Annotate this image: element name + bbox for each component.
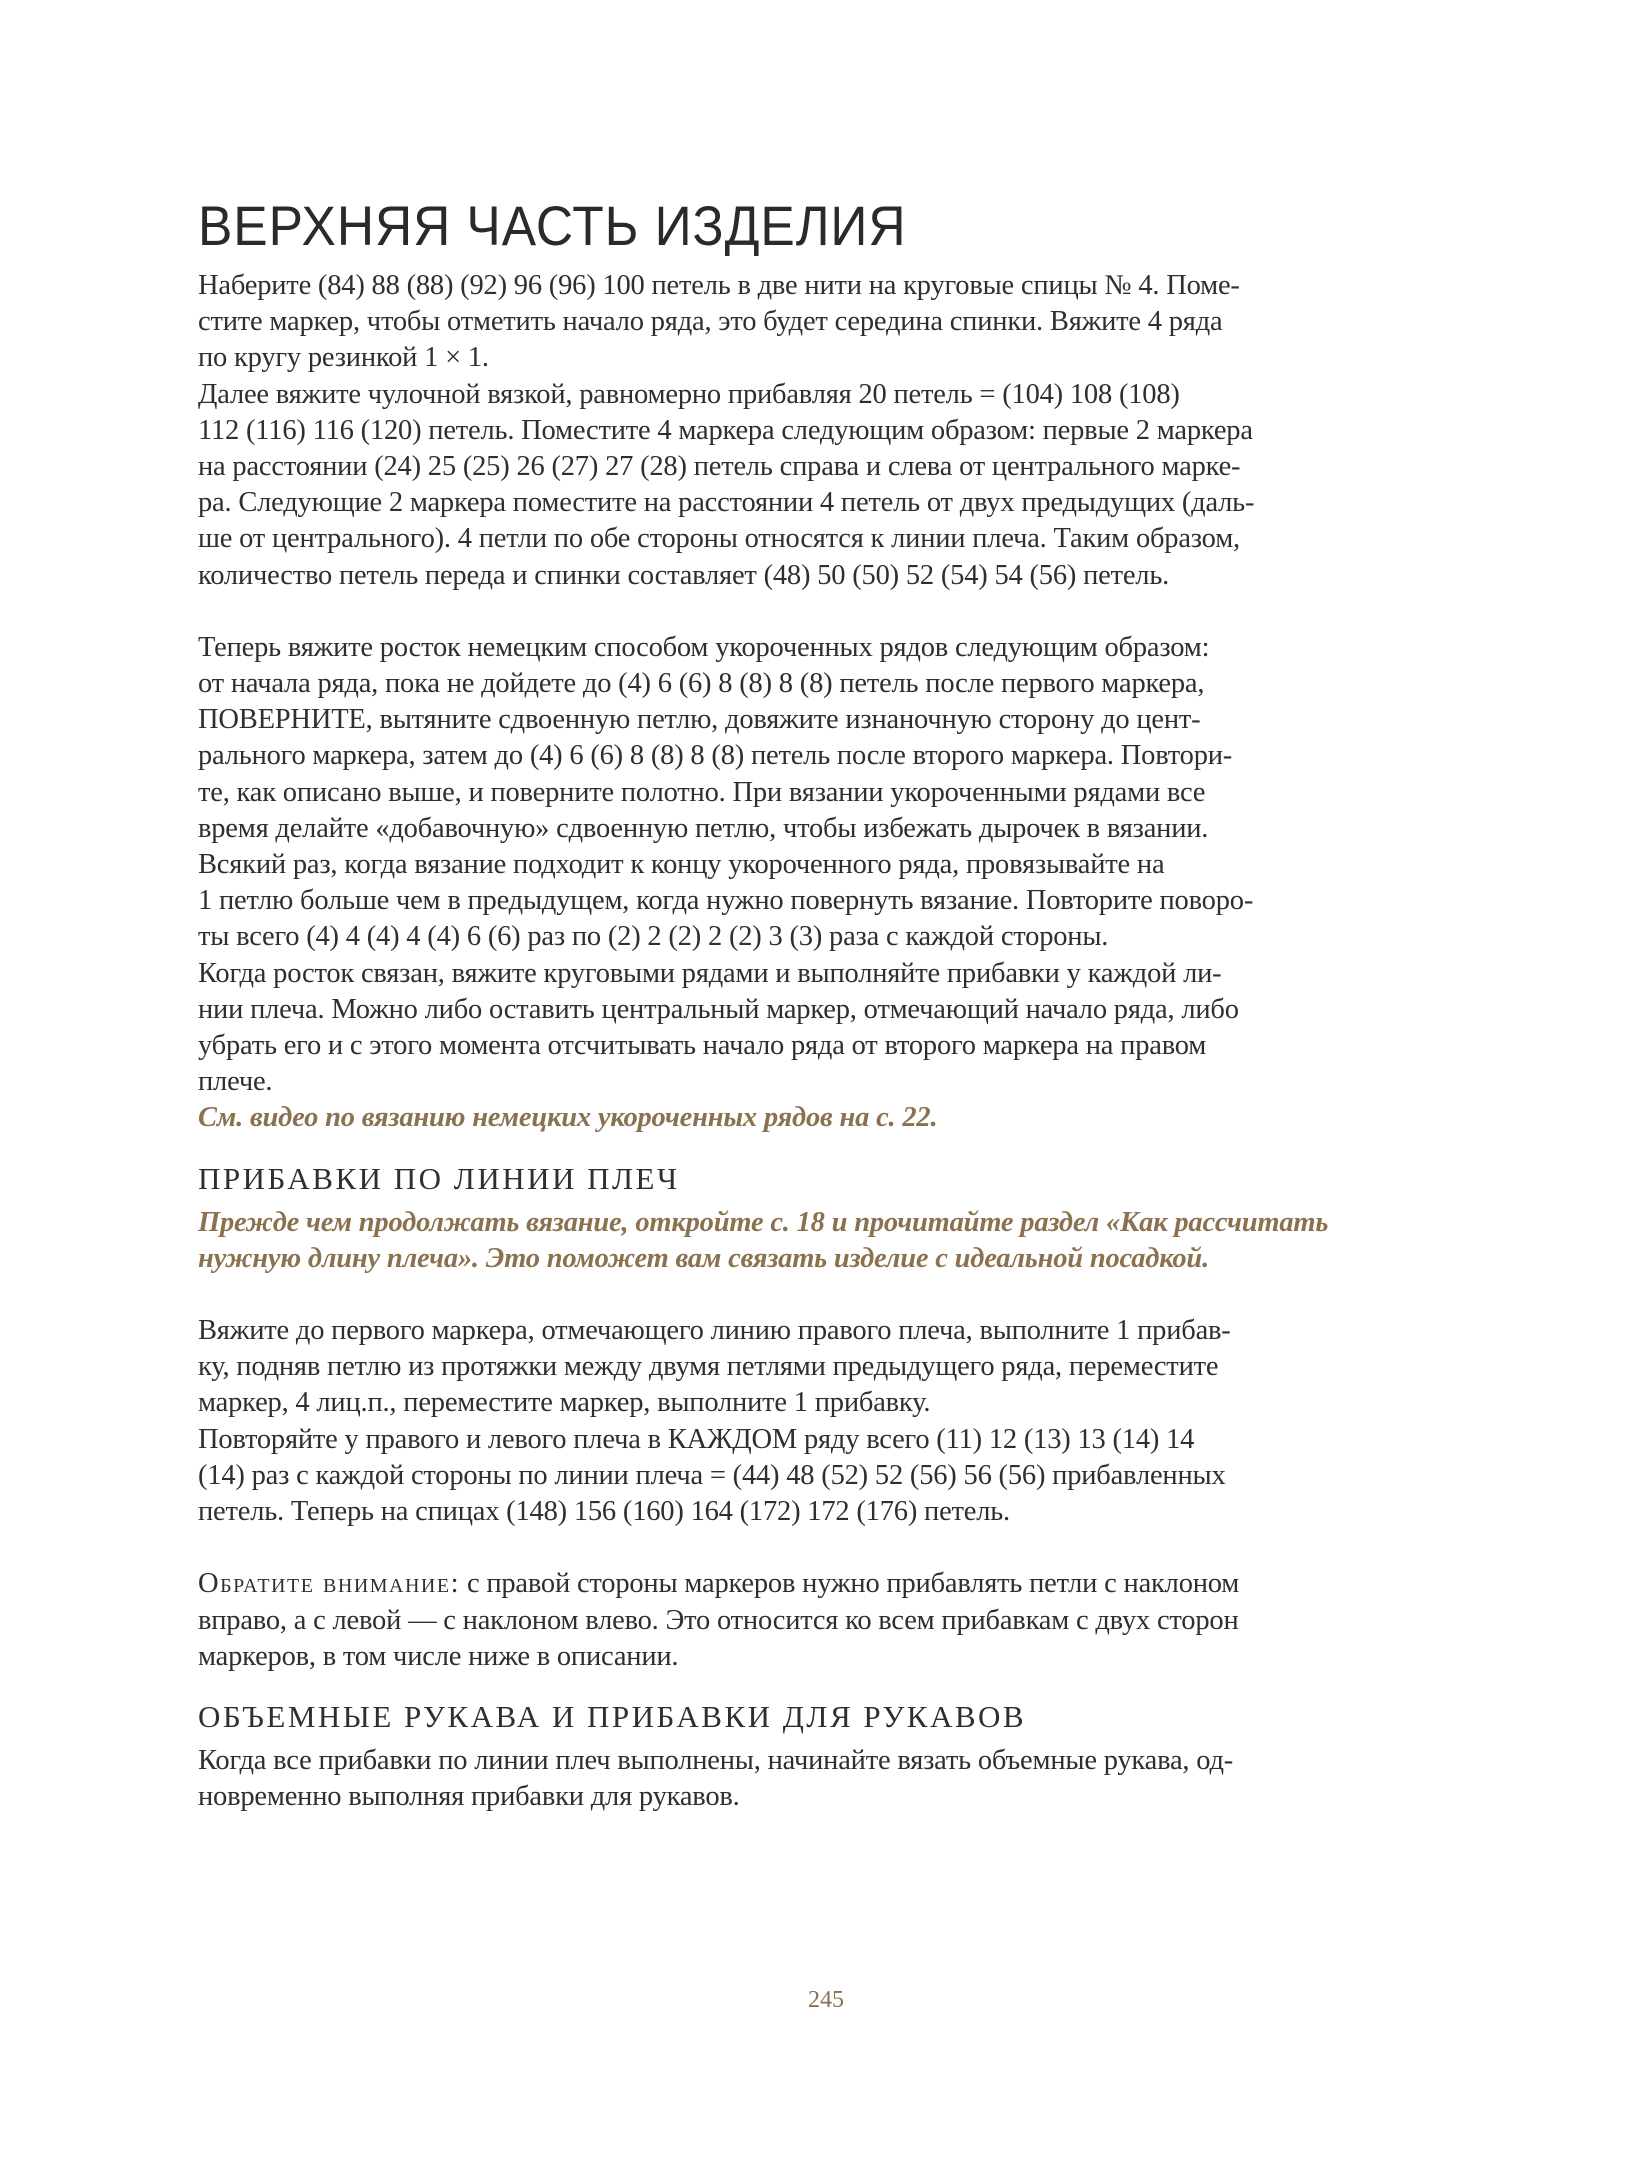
paragraph-line: рального маркера, затем до (4) 6 (6) 8 (8) 8 (8) петель после второго маркера. Повтори- — [198, 740, 1233, 772]
paragraph-line: Когда росток связан, вяжите круговыми рядами и выполняйте прибавки у каждой ли- — [198, 957, 1222, 989]
paragraph-line: от начала ряда, пока не дойдете до (4) 6 (6) 8 (8) 8 (8) петель после первого маркера, — [198, 668, 1205, 700]
attention-label: Обратите внимание: — [198, 1568, 461, 1600]
paragraph-line: стите маркер, чтобы отметить начало ряда, это будет середина спинки. Вяжите 4 ряда — [198, 306, 1223, 338]
paragraph-line: Теперь вяжите росток немецким способом укороченных рядов следующим образом: — [198, 631, 1210, 663]
paragraph-line: 112 (116) 116 (120) петель. Поместите 4 маркера следующим образом: первые 2 маркера — [198, 414, 1253, 446]
spacer — [198, 1277, 1388, 1313]
attention-line — [198, 1566, 1388, 1602]
section-heading: ОБЪЕМНЫЕ РУКАВА И ПРИБАВКИ ДЛЯ РУКАВОВ — [198, 1698, 1027, 1734]
paragraph-line: по кругу резинкой 1 × 1. — [198, 342, 489, 374]
paragraph-line: Вяжите до первого маркера, отмечающего линию правого плеча, выполните 1 прибав- — [198, 1315, 1231, 1347]
spacer — [198, 1675, 1388, 1697]
paragraph-line: новременно выполняя прибавки для рукавов. — [198, 1781, 740, 1813]
paragraph-line: ра. Следующие 2 маркера поместите на расстоянии 4 петель от двух предыдущих (даль- — [198, 487, 1255, 519]
attention-text: с правой стороны маркеров нужно прибавлять петли с наклоном — [460, 1568, 1240, 1600]
video-reference-note: См. видео по вязанию немецких укороченных рядов на с. 22. — [198, 1102, 938, 1134]
section-short-rows — [198, 630, 1388, 1137]
paragraph-line: 1 петлю больше чем в предыдущем, когда нужно повернуть вязание. Повторите поворо- — [198, 885, 1254, 917]
paragraph-line: количество петель переда и спинки составляет (48) 50 (50) 52 (54) 54 (56) петель. — [198, 559, 1170, 591]
paragraph-line: плече. — [198, 1066, 273, 1098]
paragraph-line: (14) раз с каждой стороны по линии плеча = (44) 48 (52) 52 (56) 56 (56) прибавленных — [198, 1459, 1226, 1491]
paragraph-line: ты всего (4) 4 (4) 4 (4) 6 (6) раз по (2) 2 (2) 2 (2) 3 (3) раза с каждой стороны. — [198, 921, 1109, 953]
paragraph-line: Повторяйте у правого и левого плеча в КАЖДОМ ряду всего (11) 12 (13) 13 (14) 14 — [198, 1423, 1195, 1455]
spacer — [198, 1137, 1388, 1159]
paragraph-line: на расстоянии (24) 25 (25) 26 (27) 27 (28) петель справа и слева от центрального марке- — [198, 451, 1241, 483]
page-content — [198, 190, 1388, 1815]
advice-note-line: нужную длину плеча». Это поможет вам связать изделие с идеальной посадкой. — [198, 1242, 1210, 1274]
paragraph-line: ПОВЕРНИТЕ, вытяните сдвоенную петлю, довяжите изнаночную сторону до цент- — [198, 704, 1201, 736]
paragraph-line: ше от центрального). 4 петли по обе стороны относятся к линии плеча. Таким образом, — [198, 523, 1240, 555]
paragraph-line: маркеров, в том числе ниже в описании. — [198, 1640, 679, 1672]
page-title: ВЕРХНЯЯ ЧАСТЬ ИЗДЕЛИЯ — [198, 194, 907, 257]
paragraph-line: ку, подняв петлю из протяжки между двумя петлями предыдущего ряда, переместите — [198, 1351, 1219, 1383]
section-intro — [198, 268, 1388, 594]
paragraph-line: время делайте «добавочную» сдвоенную петлю, чтобы избежать дырочек в вязании. — [198, 812, 1209, 844]
paragraph-line: убрать его и с этого момента отсчитывать начало ряда от второго маркера на правом — [198, 1030, 1207, 1062]
paragraph-line: Далее вяжите чулочной вязкой, равномерно прибавляя 20 петель = (104) 108 (108) — [198, 378, 1180, 410]
paragraph-line: нии плеча. Можно либо оставить центральный маркер, отмечающий начало ряда, либо — [198, 993, 1239, 1025]
paragraph-line: Всякий раз, когда вязание подходит к концу укороченного ряда, провязывайте на — [198, 849, 1165, 881]
paragraph-line: маркер, 4 лиц.п., переместите маркер, выполните 1 прибавку. — [198, 1387, 931, 1419]
paragraph-line: те, как описано выше, и поверните полотно. При вязании укороченными рядами все — [198, 776, 1206, 808]
paragraph-line: вправо, а с левой — с наклоном влево. Это относится ко всем прибавкам с двух сторон — [198, 1604, 1239, 1636]
spacer — [198, 594, 1388, 630]
section-sleeves — [198, 1697, 1388, 1815]
section-heading: ПРИБАВКИ ПО ЛИНИИ ПЛЕЧ — [198, 1160, 680, 1196]
paragraph-line: Наберите (84) 88 (88) (92) 96 (96) 100 петель в две нити на круговые спицы № 4. Поме- — [198, 270, 1240, 301]
section-shoulder-increases — [198, 1159, 1388, 1675]
paragraph-line: петель. Теперь на спицах (148) 156 (160) 164 (172) 172 (176) петель. — [198, 1496, 1010, 1528]
advice-note-line: Прежде чем продолжать вязание, откройте с. 18 и прочитайте раздел «Как рассчитать — [198, 1206, 1329, 1238]
page-number: 245 — [808, 1987, 844, 2013]
spacer — [198, 1530, 1388, 1566]
paragraph-line: Когда все прибавки по линии плеч выполнены, начинайте вязать объемные рукава, од- — [198, 1744, 1234, 1776]
